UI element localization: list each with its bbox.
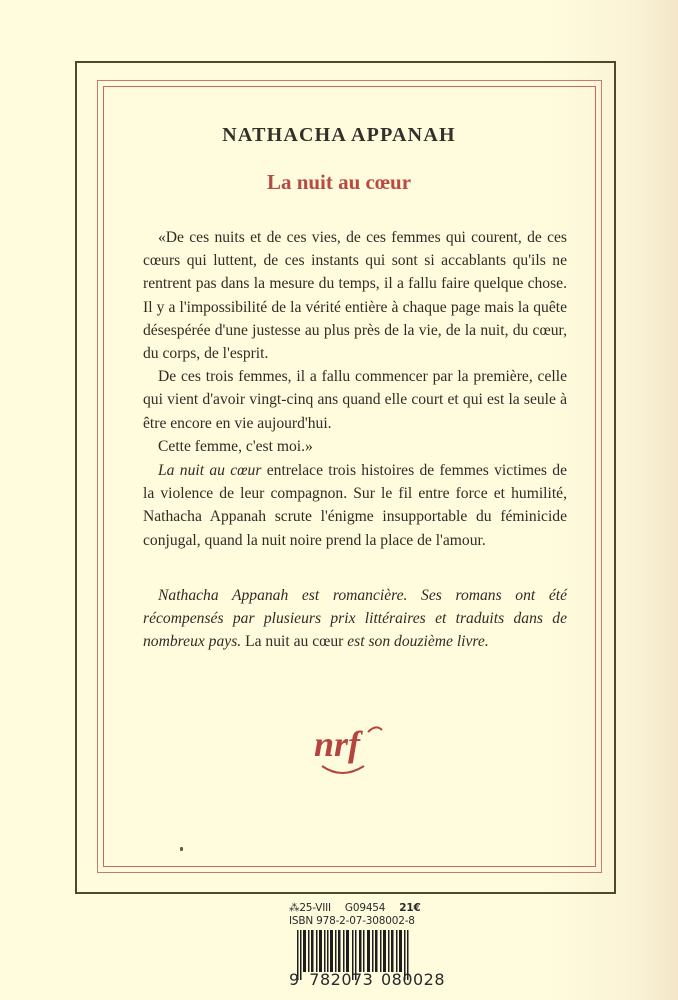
nrf-logo-icon — [312, 722, 392, 778]
barcode-digit-first: 9 — [289, 970, 300, 989]
print-speck — [180, 847, 183, 851]
reference-code: G09454 — [344, 902, 386, 914]
barcode-digits — [289, 970, 445, 989]
barcode-digits-left: 782073 — [309, 970, 374, 989]
quote-paragraph: Cette femme, c'est moi.» — [158, 437, 313, 455]
price-line — [289, 902, 419, 915]
price: 21€ — [399, 902, 421, 914]
book-title: La nuit au cœur — [266, 170, 412, 194]
barcode-area — [289, 902, 446, 989]
edition-code: 25-VIII — [299, 902, 331, 914]
summary-block — [143, 459, 567, 552]
barcode-digits-right: 080028 — [380, 970, 446, 989]
isbn-line: ISBN 978-2-07-308002-8 — [289, 915, 415, 927]
bio-text-start: Nathacha Appanah est romancière. Ses romans ont été récompensés par plusieurs prix littéraires et traduits dans de nombreux pays. — [143, 587, 567, 651]
bio-block — [143, 584, 567, 654]
quote-paragraph: De ces trois femmes, il a fallu commencer par la première, celle qui vient d'avoir vingt-cinq ans quand elle court et qui est la seule à être encore en vie aujourd'hui. — [143, 368, 567, 432]
author-name: NATHACHA APPANAH — [222, 124, 456, 146]
symbol-icon: ⁂ — [289, 902, 300, 914]
bio-text-end: est son douzième livre. — [347, 633, 489, 651]
summary-text: entrelace trois histoires de femmes victimes de la violence de leur compagnon. Sur le fil entre force et humilité, Nathacha Appanah scrute l'énigme insupportable du féminicide conjugal, quand la nuit noire prend la place de l'amour. — [143, 462, 567, 549]
svg-text:nrf: nrf — [314, 724, 361, 764]
barcode — [289, 930, 446, 989]
bio-paragraph — [143, 584, 567, 654]
quote-block — [143, 226, 567, 458]
summary-title: La nuit au cœur — [158, 462, 262, 479]
nrf-logo — [312, 722, 392, 778]
summary-paragraph — [143, 459, 567, 552]
bio-book-title: La nuit au cœur — [241, 633, 348, 651]
quote-paragraph: «De ces nuits et de ces vies, de ces femmes qui courent, de ces cœurs qui luttent, de ces instants qui sont si accablants qu'ils ne rentrent pas dans la mesure du temps, il a fallu faire quelque chose. Il y a l'impossibilité de la vérité entière à chaque page mais la quête désespérée d'une justesse au plus près de la vie, de la nuit, du cœur, du corps, de l'esprit. — [143, 229, 567, 363]
